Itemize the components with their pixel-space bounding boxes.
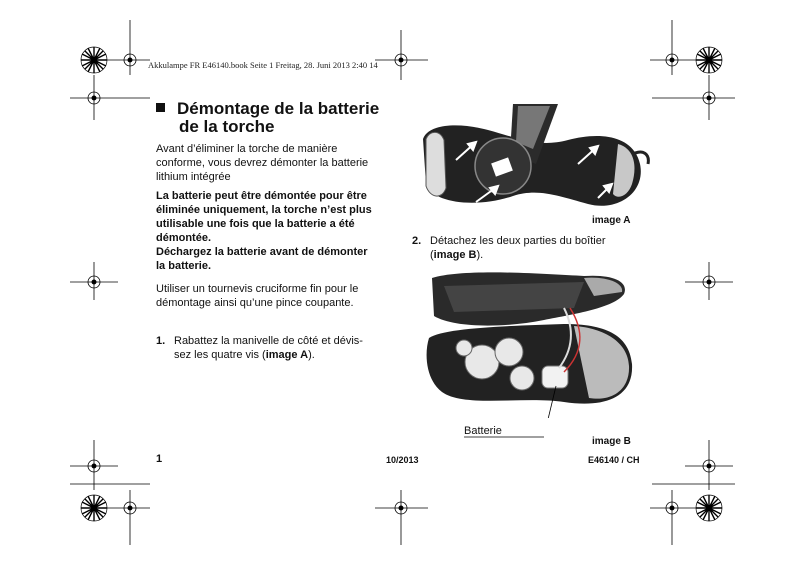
step-line: Détachez les deux parties du boîtier — [430, 235, 606, 247]
step-1 — [156, 334, 396, 364]
figure-b-caption: image B — [592, 436, 631, 447]
tools-line: démontage ainsi qu’une pince coupante. — [156, 297, 354, 309]
battery-label: Batterie — [464, 425, 502, 437]
step-number: 1. — [156, 335, 166, 347]
image-ref: image B — [433, 249, 477, 261]
step-text: ). — [308, 349, 315, 361]
intro-line: lithium intégrée — [156, 171, 231, 183]
warning-line: la batterie. — [156, 260, 212, 272]
step-text: sez les quatre vis ( — [174, 349, 266, 361]
figure-a-flashlight-photo — [418, 104, 650, 216]
step-line — [174, 348, 363, 362]
step-number: 2. — [412, 235, 422, 247]
title-line-2: de la torche — [179, 117, 275, 136]
figure-a-caption: image A — [592, 215, 631, 226]
step-line: Rabattez la manivelle de côté et dévis- — [174, 335, 363, 347]
tools-line: Utiliser un tournevis cruciforme fin pour le — [156, 283, 359, 295]
battery-leader-line — [464, 436, 554, 438]
book-header: Akkulampe FR E46140.book Seite 1 Freitag, 28. Juni 2013 2:40 14 — [148, 60, 378, 70]
step-line — [430, 248, 606, 262]
tools-paragraph — [156, 282, 392, 310]
step-text: ( — [430, 249, 434, 261]
warning-line: démontée. — [156, 232, 212, 244]
warning-line: éliminée uniquement, la torche n’est plus — [156, 204, 372, 216]
step-text: ). — [476, 249, 484, 261]
footer-date: 10/2013 — [386, 455, 419, 465]
footer-reference: E46140 / CH — [588, 455, 640, 465]
step-2 — [412, 234, 652, 264]
warning-paragraph — [156, 189, 392, 273]
intro-line: Avant d’éliminer la torche de manière — [156, 143, 338, 155]
warning-line: La batterie peut être démontée pour être — [156, 190, 367, 202]
warning-line: Déchargez la batterie avant de démonter — [156, 246, 368, 258]
warning-line: utilisable une fois que la batterie a été — [156, 218, 355, 230]
intro-line: conforme, vous devrez démonter la batterie — [156, 157, 369, 169]
section-title — [156, 100, 396, 136]
page-number: 1 — [156, 453, 163, 465]
figure-b-disassembled-photo — [424, 268, 644, 418]
bullet-square-icon — [156, 103, 165, 112]
title-line-1: Démontage de la batterie — [177, 99, 380, 118]
intro-paragraph — [156, 142, 392, 184]
image-ref: image A — [265, 349, 309, 361]
